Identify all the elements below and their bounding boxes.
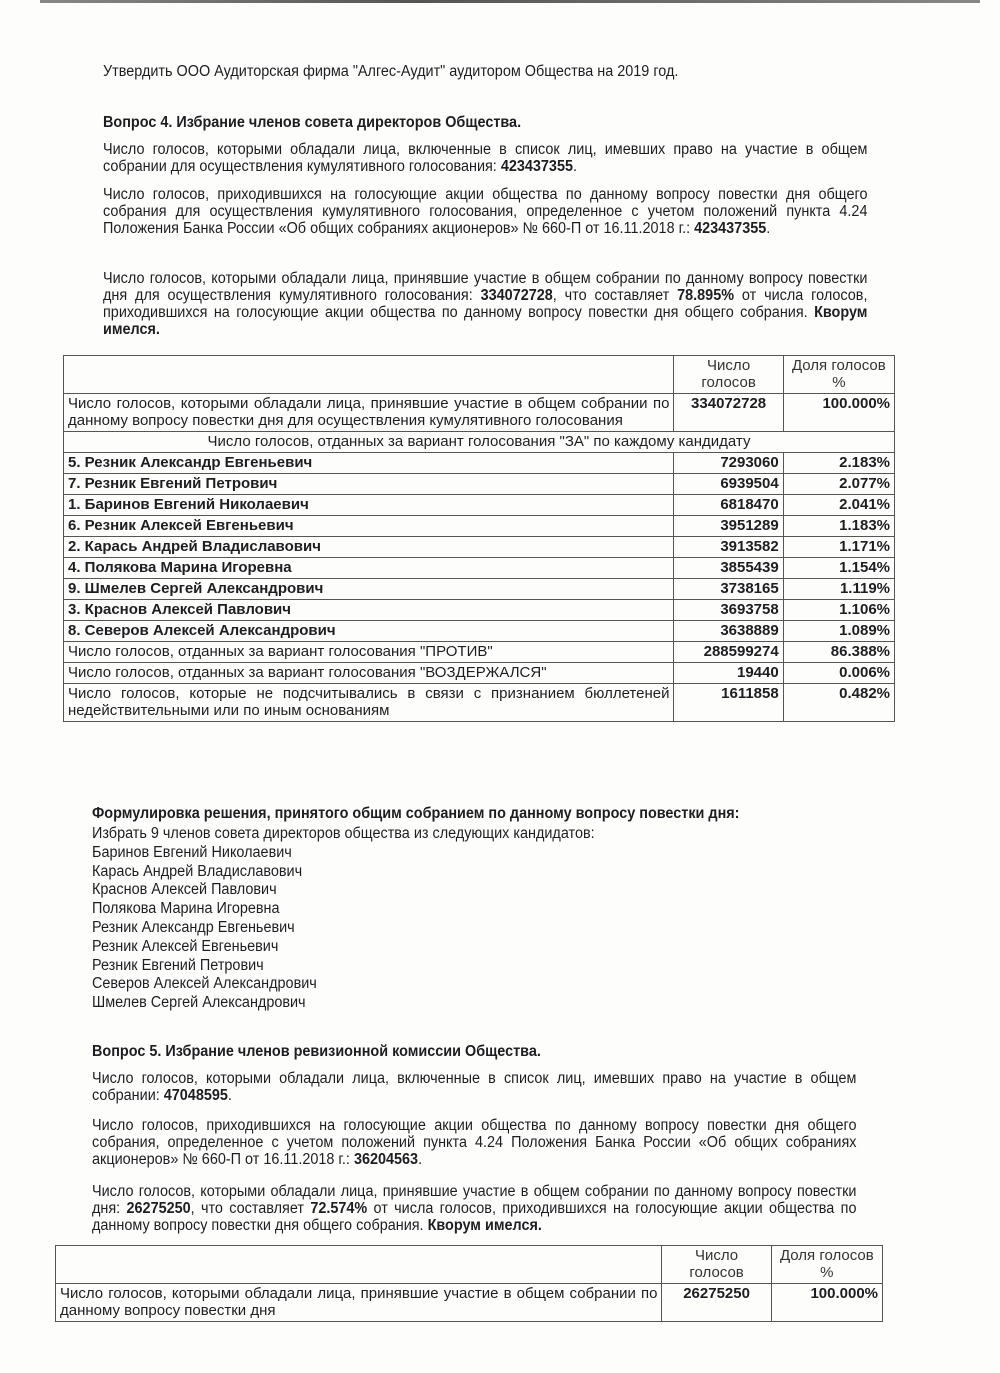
q4-p1-text: Число голосов, которыми обладали лица, включенные в список лиц, имевших право на участие в общем собрании для осуществления кумулятивного голосования: (103, 141, 868, 175)
list-item: Баринов Евгений Николаевич (92, 843, 292, 861)
invalid-votes: 1611858 (674, 684, 783, 722)
table-row (64, 558, 895, 579)
period: . (418, 1151, 423, 1168)
header-share: Доля голосов % (771, 1246, 882, 1284)
list-item: Северов Алексей Александрович (92, 975, 317, 993)
q4-p3-percent: 78.895% (677, 287, 735, 304)
candidate-votes: 3855439 (674, 558, 783, 579)
q4-paragraph-participants (103, 270, 867, 338)
list-item: Полякова Марина Игоревна (92, 900, 280, 918)
list-item: Шмелев Сергей Александрович (92, 994, 306, 1012)
candidate-votes: 3638889 (674, 621, 783, 642)
q4-p3-text-c: от числа голосов, приходившихся на голосующие акции общества по данному вопросу повестки дня общего собрания. (103, 287, 868, 321)
participants-share: 100.000% (771, 1284, 882, 1322)
candidate-share: 2.183% (783, 453, 894, 474)
q4-p3-text-a: Число голосов, которыми обладали лица, принявшие участие в общем собрании по данному вопросу повестки дня для осуществления кумулятивного голосования: (103, 270, 868, 304)
q4-quorum-status: Кворум имелся. (103, 304, 868, 338)
scan-edge-shadow (40, 0, 980, 3)
header-votes: Число голосов (674, 356, 783, 394)
candidate-votes: 3913582 (674, 537, 783, 558)
table-header-row (56, 1246, 883, 1284)
against-label: Число голосов, отданных за вариант голосования "ПРОТИВ" (64, 642, 674, 663)
q5-paragraph-voting-shares (92, 1117, 856, 1168)
candidate-share: 2.041% (783, 495, 894, 516)
decision-text: Избрать 9 членов совета директоров общества из следующих кандидатов: (92, 825, 595, 842)
candidate-name: 4. Полякова Марина Игоревна (64, 558, 674, 579)
table-row-participants (56, 1284, 883, 1322)
candidate-share: 1.183% (783, 516, 894, 537)
candidate-name: 7. Резник Евгений Петрович (64, 474, 674, 495)
q5-p2-value: 36204563 (353, 1151, 419, 1168)
q4-p2-value: 423437355 (694, 220, 767, 237)
header-empty-cell (56, 1246, 662, 1284)
q5-p1-text: Число голосов, которыми обладали лица, включенные в список лиц, имевших право на участие в общем собрании: (92, 1070, 857, 1104)
candidate-votes: 6818470 (674, 495, 783, 516)
period: . (227, 1087, 232, 1104)
header-empty-cell (64, 356, 674, 394)
table-row (64, 516, 895, 537)
against-share: 86.388% (783, 642, 894, 663)
q4-p1-value: 423437355 (500, 158, 573, 175)
abstain-label: Число голосов, отданных за вариант голосования "ВОЗДЕРЖАЛСЯ" (64, 663, 674, 684)
q4-p2-text: Число голосов, приходившихся на голосующие акции общества по данному вопросу повестки дня общего собрания для осуществления кумулятивного голосования, определенное с учетом положений пункта 4.24 Положения Банка России «Об общих собраниях акционеров» № 660-П от 16.11.2018 г.: (103, 186, 868, 237)
auditor-approval-line: Утвердить ООО Аудиторская фирма "Алгес-Аудит" аудитором Общества на 2019 год. (103, 63, 679, 80)
table-row (64, 537, 895, 558)
table-row (64, 453, 895, 474)
candidate-votes: 6939504 (674, 474, 783, 495)
table-row-abstain (64, 663, 895, 684)
candidate-name: 2. Карась Андрей Владиславович (64, 537, 674, 558)
period: . (766, 220, 771, 237)
q4-decision-title: Формулировка решения, принятого общим собранием по данному вопросу повестки дня: (92, 805, 740, 822)
q5-p2-text: Число голосов, приходившихся на голосующие акции общества по данному вопросу повестки дня общего собрания, определенное с учетом положений пункта 4.24 Положения Банка России «Об общих собраниях акционеров» № 660-П от 16.11.2018 г.: (92, 1117, 857, 1168)
table-row (64, 621, 895, 642)
participants-share: 100.000% (783, 394, 894, 432)
candidate-name: 6. Резник Алексей Евгеньевич (64, 516, 674, 537)
table-row-participants (64, 394, 895, 432)
q4-paragraph-voting-shares (103, 186, 867, 237)
participants-label: Число голосов, которыми обладали лица, принявшие участие в общем собрании по данному вопросу повестки дня (56, 1284, 662, 1322)
q4-p3-value: 334072728 (480, 287, 553, 304)
candidate-name: 8. Северов Алексей Александрович (64, 621, 674, 642)
candidate-votes: 3951289 (674, 516, 783, 537)
list-item: Резник Александр Евгеньевич (92, 918, 295, 936)
invalid-share: 0.482% (783, 684, 894, 722)
candidate-name: 5. Резник Александр Евгеньевич (64, 453, 674, 474)
q5-paragraph-participants (92, 1183, 856, 1234)
participants-votes: 334072728 (674, 394, 783, 432)
table-row (64, 474, 895, 495)
q5-p3-percent: 72.574% (310, 1200, 368, 1217)
q5-p3-text-c: от числа голосов, приходившихся на голосующие акции общества по данному вопросу повестки дня общего собрания. (92, 1200, 857, 1234)
candidate-votes: 7293060 (674, 453, 783, 474)
candidate-name: 9. Шмелев Сергей Александрович (64, 579, 674, 600)
table-row (64, 579, 895, 600)
q4-paragraph-eligible-votes (103, 141, 867, 175)
candidate-name: 1. Баринов Евгений Николаевич (64, 495, 674, 516)
candidate-share: 1.154% (783, 558, 894, 579)
candidate-votes: 3738165 (674, 579, 783, 600)
q5-quorum-status: Кворум имелся. (427, 1217, 542, 1234)
candidate-votes: 3693758 (674, 600, 783, 621)
q5-p3-text-b: , что составляет (190, 1200, 311, 1217)
table-row-against (64, 642, 895, 663)
list-item: Краснов Алексей Павлович (92, 881, 277, 899)
q4-voting-results-table (63, 355, 895, 722)
candidate-share: 1.119% (783, 579, 894, 600)
q5-p3-value: 26275250 (126, 1200, 191, 1217)
q4-decision-list (92, 825, 743, 1013)
header-share: Доля голосов % (783, 356, 894, 394)
q5-title: Вопрос 5. Избрание членов ревизионной комиссии Общества. (92, 1043, 541, 1060)
table-row-for-header (64, 432, 895, 453)
table-header-row (64, 356, 895, 394)
list-item: Резник Евгений Петрович (92, 956, 264, 974)
invalid-label: Число голосов, которые не подсчитывались в связи с признанием бюллетеней недействительными или по иным основаниям (64, 684, 674, 722)
table-row-invalid (64, 684, 895, 722)
q5-voting-results-table (55, 1245, 883, 1322)
list-item: Карась Андрей Владиславович (92, 862, 303, 880)
header-votes: Число голосов (662, 1246, 771, 1284)
candidate-share: 2.077% (783, 474, 894, 495)
q5-p3-text-a: Число голосов, которыми обладали лица, принявшие участие в общем собрании по данному вопросу повестки дня: (92, 1183, 857, 1217)
table-row (64, 600, 895, 621)
q5-paragraph-eligible-votes (92, 1070, 856, 1104)
against-votes: 288599274 (674, 642, 783, 663)
q4-title: Вопрос 4. Избрание членов совета директоров Общества. (103, 114, 522, 131)
period: . (572, 158, 577, 175)
abstain-share: 0.006% (783, 663, 894, 684)
candidate-name: 3. Краснов Алексей Павлович (64, 600, 674, 621)
q4-p3-text-b: , что составляет (552, 287, 678, 304)
table-row (64, 495, 895, 516)
candidate-share: 1.106% (783, 600, 894, 621)
participants-label: Число голосов, которыми обладали лица, принявшие участие в общем собрании по данному вопросу повестки дня для осуществления кумулятивного голосования (64, 394, 674, 432)
list-item: Резник Алексей Евгеньевич (92, 937, 279, 955)
q5-p1-value: 47048595 (163, 1087, 228, 1104)
abstain-votes: 19440 (674, 663, 783, 684)
candidate-share: 1.171% (783, 537, 894, 558)
candidate-share: 1.089% (783, 621, 894, 642)
for-votes-header: Число голосов, отданных за вариант голосования "ЗА" по каждому кандидату (64, 432, 895, 453)
participants-votes: 26275250 (662, 1284, 771, 1322)
